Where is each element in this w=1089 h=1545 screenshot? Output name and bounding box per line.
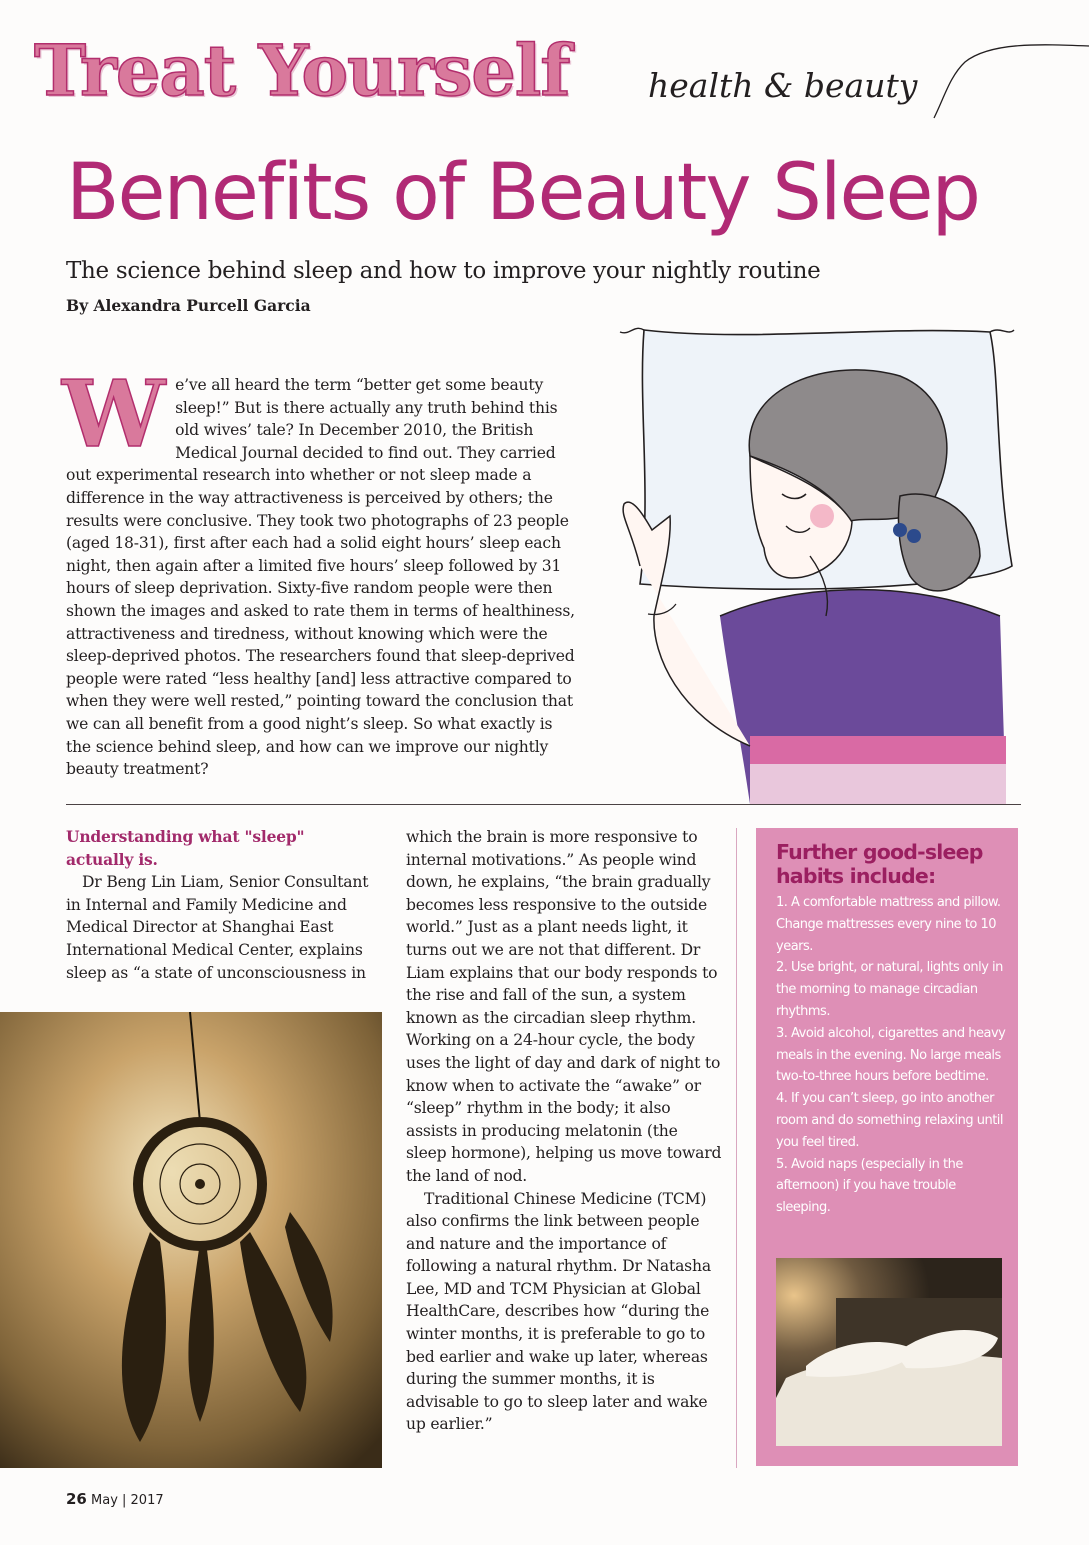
sleeping-girl-illustration <box>600 316 1020 804</box>
sidebar-tip: 1. A comfortable mattress and pillow. Change mattresses every nine to 10 years. <box>776 895 1001 954</box>
column-2 <box>406 826 722 1436</box>
section-title: Treat Yourself <box>34 29 570 112</box>
drop-cap: W <box>62 360 166 468</box>
sidebar-title: Further good-sleep habits include: <box>776 840 983 888</box>
column-2-paragraph-1: which the brain is more responsive to internal motivations.” As people wind down, he explains, “the brain gradually becomes less responsive to the outside world.” Just as a plant needs light, it turns out we are not that different. Dr Liam explains that our body responds to the rise and fall of the sun, a system known as the circadian sleep rhythm. Working on a 24-hour cycle, the body uses the light of day and dark of night to know when to activate the “awake” or “sleep” rhythm in the body; it also assists in producing melatonin (the sleep hormone), helping us move toward the land of nod. <box>406 828 722 1185</box>
byline: By Alexandra Purcell Garcia <box>66 296 311 315</box>
sidebar-tip: 5. Avoid naps (especially in the afternoon) if you have trouble sleeping. <box>776 1156 963 1216</box>
issue-date: May | 2017 <box>91 1493 164 1508</box>
header-swoosh-decoration <box>920 36 1089 126</box>
page-footer <box>66 1490 164 1508</box>
column-1 <box>66 826 380 984</box>
bedroom-photo <box>776 1258 1002 1446</box>
column-1-body: Dr Beng Lin Liam, Senior Consultant in Internal and Family Medicine and Medical Director at Shanghai East International Medical Center, explains sleep as “a state of unconsciousness in <box>66 873 369 982</box>
subheadline: The science behind sleep and how to improve your nightly routine <box>66 258 821 284</box>
intro-text: e’ve all heard the term “better get some beauty sleep!” But is there actually any truth behind this old wives’ tale? In December 2010, the British Medical Journal decided to find out. They carried out experimental research into whether or not sleep made a difference in the way attractiveness is perceived by others; the results were conclusive. They took two photographs of 23 people (aged 18-31), first after each had a solid eight hours’ sleep each night, then again after a limited five hours’ sleep followed by 31 hours of sleep deprivation. Sixty-five random people were then shown the images and asked to rate them in terms of healthiness, attractiveness and tiredness, without knowing which were the sleep-deprived photos. The researchers found that sleep-deprived people were rated “less healthy [and] less attractive compared to when they were well rested,” pointing toward the conclusion that we can all benefit from a good night’s sleep. So what exactly is the science behind sleep, and how can we improve our nightly beauty treatment? <box>66 376 575 779</box>
column-rule <box>736 828 737 1468</box>
column-2-paragraph-2: Traditional Chinese Medicine (TCM) also confirms the link between people and nature and the importance of following a natural rhythm. Dr Natasha Lee, MD and TCM Physician at Global HealthCare, describes how “during the winter months, it is preferable to go to bed earlier and wake up later, whereas during the summer months, it is advisable to go to sleep later and wake up earlier.” <box>406 1189 711 1434</box>
section-tag: health & beauty <box>648 66 918 105</box>
dreamcatcher-photo <box>0 1012 382 1468</box>
headline: Benefits of Beauty Sleep <box>66 148 979 238</box>
sidebar-tip: 3. Avoid alcohol, cigarettes and heavy meals in the evening. No large meals two-to-three hours before bedtime. <box>776 1025 1006 1085</box>
sidebar-tip: 4. If you can’t sleep, go into another room and do something relaxing until you feel tired. <box>776 1091 1004 1150</box>
page-number: 26 <box>66 1490 87 1508</box>
column-1-heading: Understanding what "sleep" actually is. <box>66 827 305 869</box>
section-divider <box>66 804 1021 805</box>
sidebar-tip: 2. Use bright, or natural, lights only in the morning to manage circadian rhythms. <box>776 960 1003 1019</box>
intro-paragraph <box>62 360 580 781</box>
